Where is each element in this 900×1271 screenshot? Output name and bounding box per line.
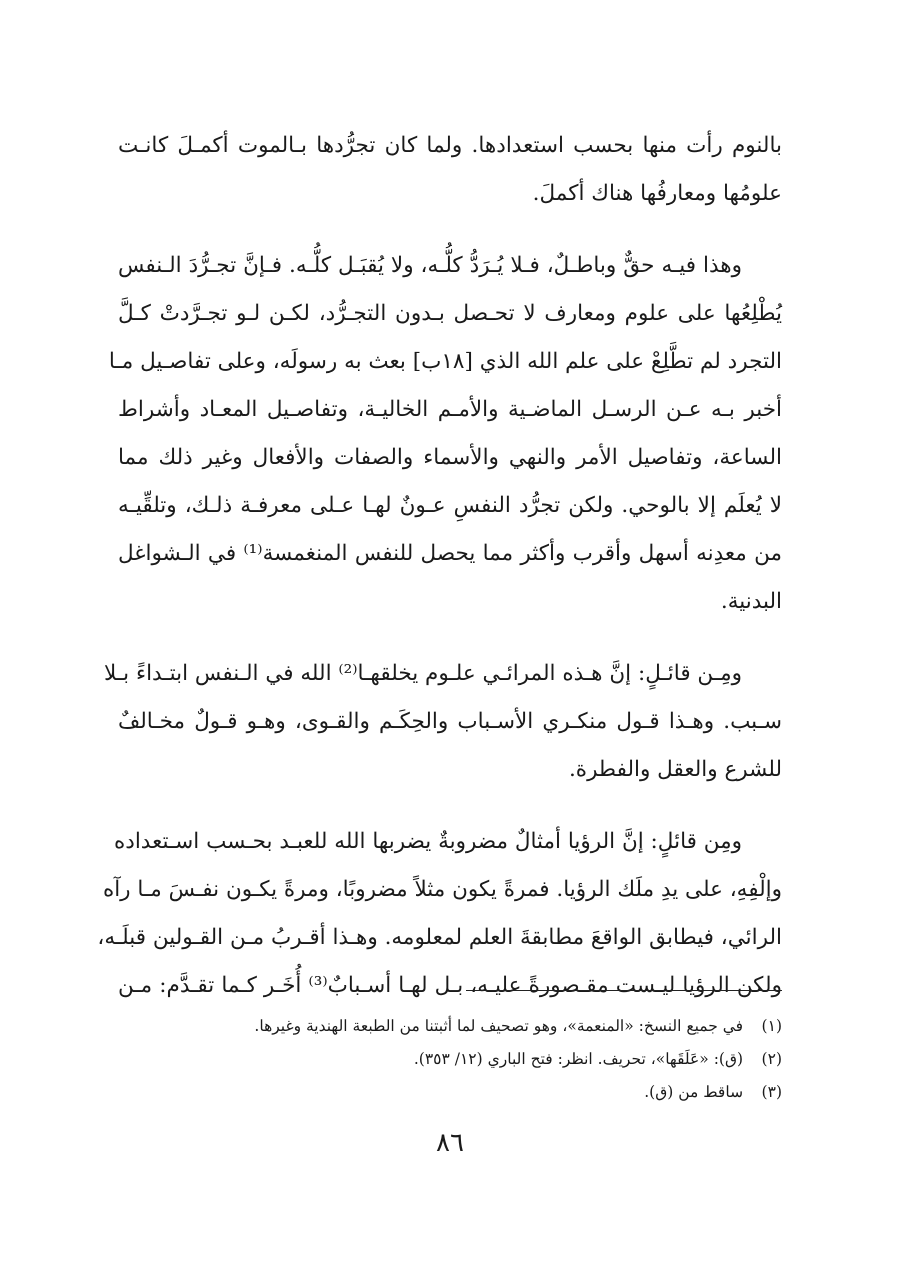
text-line: وهذا فيـه حقٌّ وباطـلٌ، فـلا يُـرَدُّ كلُّـه، ولا يُقبَـل كلُّـه. فـإنَّ تجـرُّدَ الـنفس [118,253,742,278]
footnote-text: في جميع النسخ: «المنعمة»، وهو تصحيف لما أثبتنا من الطبعة الهندية وغيرها. [254,1017,744,1035]
body-text [97,122,782,1034]
footnote-3 [118,1076,782,1109]
footnote-number: (١) [761,1017,782,1035]
text-line: يُطْلِعُها على علوم ومعارف لا تحـصل بـدون التجـرُّد، لكـن لـو تجـرَّدتْ كـلَّ [118,301,782,326]
text-line: وإلْفِهِ، على يدِ ملَك الرؤيا. فمرةً يكون مثلاً مضروبًا، ومرةً يكـون نفـسَ مـا رآه [102,877,782,902]
text-line: ومِن قائلٍ: إنَّ الرؤيا أمثالٌ مضروبةٌ يضربها الله للعبـد بحـسب اسـتعداده [114,829,742,854]
footnote-2 [118,1043,782,1076]
text-line: للشرع والعقل والفطرة. [568,757,782,782]
footnote-number: (٢) [761,1050,782,1068]
text-line: بالنوم رأت منها بحسب استعدادها. ولما كان تجرُّدها بـالموت أكمـلَ كانـت [118,133,782,158]
paragraph-3 [104,650,782,794]
paragraph-2 [108,242,782,626]
page-number: ٨٦ [436,1128,464,1158]
footnote-text: (ق): «عَلَقَها»، تحريف. انظر: فتح الباري (١٢/ ٣٥٣). [413,1050,744,1068]
text-line: ومِـن قائـلٍ: إنَّ هـذه المرائـي علـوم يخلقهـا⁽²⁾ الله في الـنفس ابتـداءً بـلا [104,661,742,686]
text-line: البدنية. [720,589,782,614]
footnote-1 [118,1010,782,1043]
footnote-separator [466,990,782,991]
footnotes [118,1010,782,1109]
text-line: أخبر بـه عـن الرسـل الماضـية والأمـم الخاليـة، وتفاصـيل المعـاد وأشراط [118,397,782,422]
footnote-number: (٣) [761,1083,782,1101]
paragraph-4 [97,818,782,1010]
footnote-text: ساقط من (ق). [644,1083,744,1101]
text-line: الساعة، وتفاصيل الأمر والنهي والأسماء والصفات والأفعال وغير ذلك مما [118,445,782,470]
text-line: من معدِنه أسهل وأقرب وأكثر مما يحصل للنفس المنغمسة⁽¹⁾ في الـشواغل [118,541,782,566]
paragraph-1 [118,122,782,218]
text-line: لا يُعلَم إلا بالوحي. ولكن تجرُّد النفسِ عـونٌ لهـا عـلى معرفـة ذلـك، وتلقِّيـه [118,493,782,518]
text-line: التجرد لم تطَّلِعْ على علم الله الذي [١٨ب] بعث به رسولَه، وعلى تفاصـيل مـا [108,349,782,374]
text-line: الرائي، فيطابق الواقعَ مطابقةَ العلم لمعلومه. وهـذا أقـربُ مـن القـولين قبلَـه، [97,925,782,950]
text-line: سـبب. وهـذا قـول منكـري الأسـباب والحِكَـم والقـوى، وهـو قـولٌ مخـالفٌ [118,709,782,734]
text-line: ولكن الرؤيا ليـست مقـصورةً عليـه، بـل لهـا أسـبابٌ⁽³⁾ أُخَـر كـما تقـدَّم: مـن [118,973,782,998]
text-line: علومُها ومعارفُها هناك أكملَ. [532,181,782,206]
